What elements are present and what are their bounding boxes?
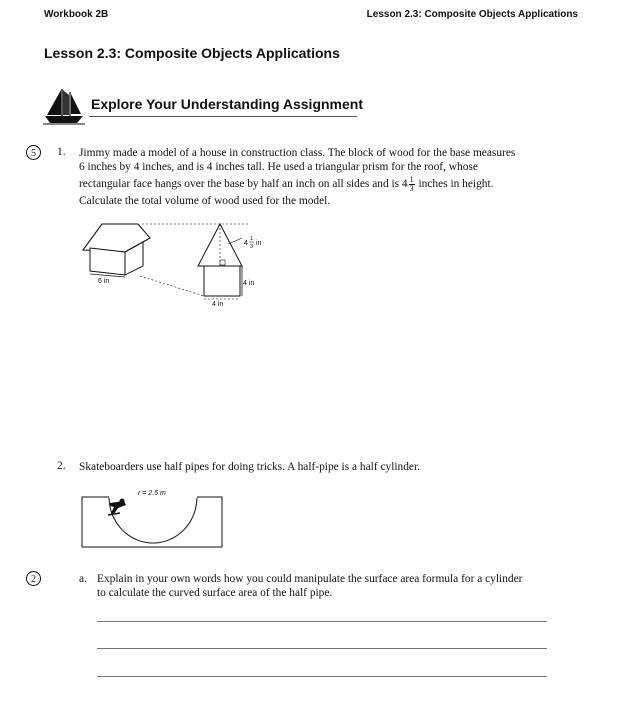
height-num: 1 (250, 236, 254, 242)
page-title: Lesson 2.3: Composite Objects Applications (44, 45, 340, 61)
q1-line4: Calculate the total volume of wood used for the model. (79, 195, 331, 207)
q1-points-circle: 5 (26, 145, 41, 160)
label-4in-side: 4 in (243, 280, 255, 287)
base-front-square (204, 266, 240, 296)
title-underline (89, 116, 357, 117)
sailing-ship-icon (41, 86, 87, 126)
radius-label: r = 2.5 m (138, 490, 166, 497)
q2-number: 2. (57, 460, 66, 472)
answer-line-1[interactable] (97, 621, 547, 622)
q1-line3-after: inches in height. (418, 178, 494, 191)
height-whole: 4 (244, 240, 248, 247)
q2a-line1: Explain in your own words how you could manipulate the surface area formula for a cylinder (97, 573, 523, 585)
q1-frac-den: 3 (409, 184, 414, 193)
q1-frac-num: 1 (409, 175, 414, 184)
q2a-letter: a. (79, 573, 87, 585)
q2-text: Skateboarders use half pipes for doing tricks. A half-pipe is a half cylinder. (79, 461, 420, 473)
half-pipe-diagram (80, 484, 226, 552)
q1-number: 1. (57, 146, 66, 158)
header-lesson-label: Lesson 2.3: Composite Objects Applications (366, 9, 578, 20)
workbook-label: Workbook 2B (44, 9, 109, 20)
q1-line3-before: rectangular face hangs over the base by half an inch on all sides and is 4 (79, 178, 408, 191)
answer-line-3[interactable] (97, 676, 547, 677)
height-den: 3 (250, 244, 254, 250)
height-unit: in (256, 240, 262, 247)
label-6in: 6 in (98, 278, 110, 285)
house-3d-drawing (83, 224, 150, 275)
house-model-diagram (80, 218, 280, 310)
assignment-title: Explore Your Understanding Assignment (91, 96, 364, 112)
q1-height-fraction (409, 176, 415, 193)
label-4in-bottom: 4 in (212, 301, 224, 308)
q2a-line2: to calculate the curved surface area of the half pipe. (97, 587, 333, 599)
q2-points-circle: 2 (26, 571, 41, 586)
q1-line3 (79, 176, 493, 193)
q1-line2: 6 inches by 4 inches, and is 4 inches tall. He used a triangular prism for the roof, whose (79, 161, 478, 173)
answer-line-2[interactable] (97, 648, 547, 649)
q1-line1: Jimmy made a model of a house in construction class. The block of wood for the base measures (79, 147, 516, 159)
